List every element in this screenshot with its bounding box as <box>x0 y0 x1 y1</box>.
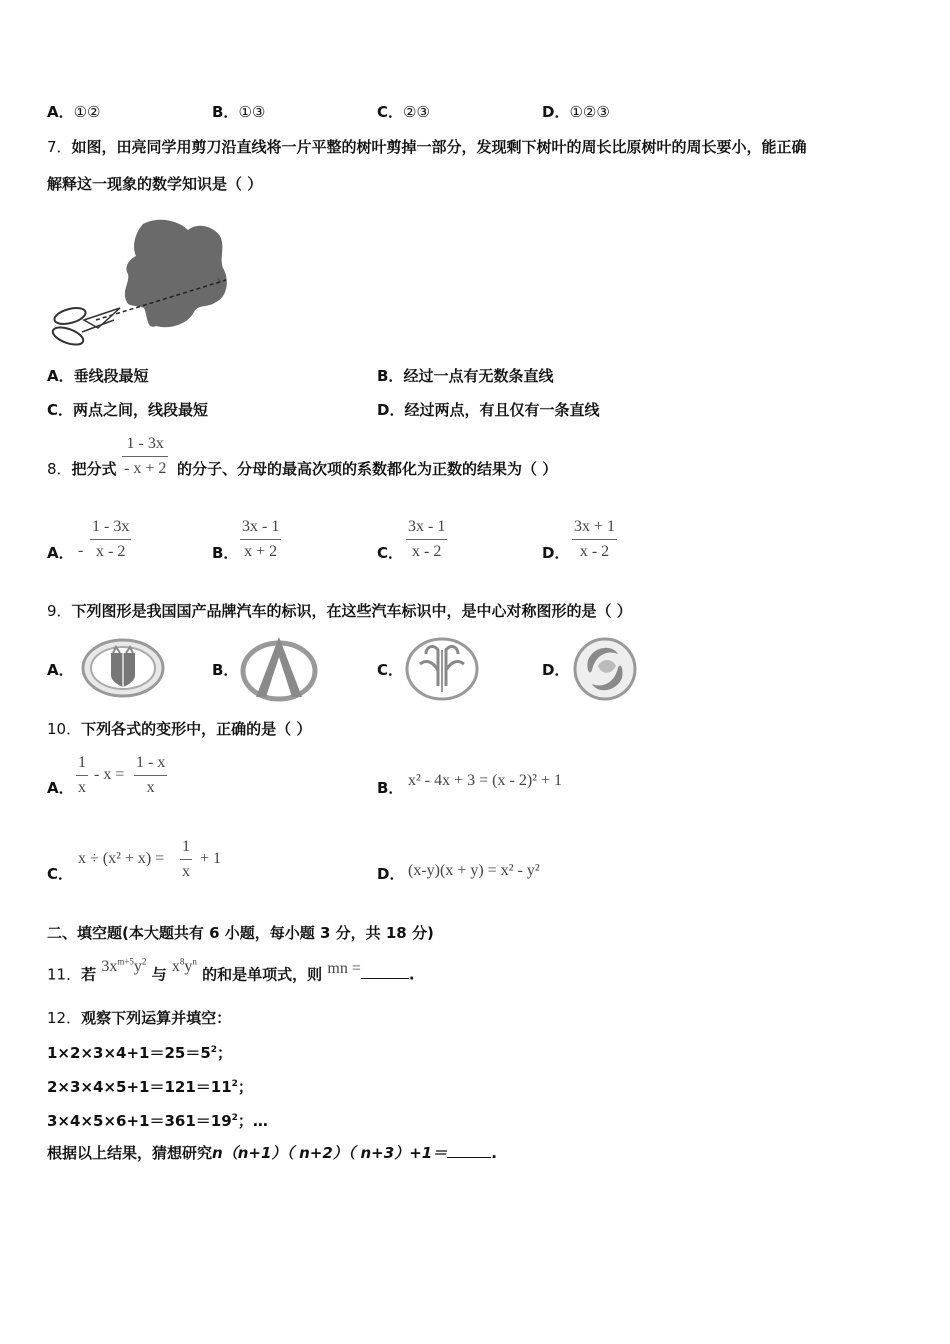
section2-heading: 二、填空题(本大题共有 6 小题，每小题 3 分，共 18 分) <box>47 924 434 942</box>
q8-option-a-fraction: $\frac{1 - 3x}{x - 2}$ <box>92 518 130 560</box>
q8-fraction: $\frac{1 - 3x}{- x + 2}$ <box>124 435 167 477</box>
q11-stem: 11．若 $3x^{m+5}y^2$ 与 $x^8y^n$ 的和是单项式，则 mn = . <box>47 957 415 984</box>
q8-option-d-fraction: $\frac{3x + 1}{x - 2}$ <box>574 518 616 560</box>
q10-option-a-letter: A． <box>47 779 74 797</box>
great-wall-logo-icon <box>80 637 166 699</box>
q6-option-b: B．①③ <box>212 103 266 121</box>
q9-stem: 9．下列图形是我国国产品牌汽车的标识，在这些汽车标识中，是中心对称图形的是（ ） <box>47 602 632 620</box>
q7-stem-line2: 解释这一现象的数学知识是（ ） <box>47 175 263 193</box>
q8-option-d-letter: D． <box>542 544 570 562</box>
q12-line2: $2\times 3\times 4\times 5+1=121=11^2$； <box>47 1078 253 1096</box>
q10-option-a-frac1: $\frac{1}{x}$ <box>78 754 86 796</box>
q8-stem-suffix: 的分子、分母的最高次项的系数都化为正数的结果为（ ） <box>177 460 558 478</box>
q10-option-b-expr: x² - 4x + 3 = (x - 2)² + 1 <box>408 772 562 789</box>
q10-option-c-lhs: x ÷ (x² + x) = <box>78 850 165 867</box>
q9-option-d-letter: D． <box>542 661 570 679</box>
brilliance-logo-icon <box>404 636 480 702</box>
q10-option-d-letter: D． <box>377 865 405 883</box>
q7-stem-line1: 7．如图，田亮同学用剪刀沿直线将一片平整的树叶剪掉一部分，发现剩下树叶的周长比原树叶的周长要小，能正确 <box>47 138 807 156</box>
q8-stem-prefix: 8．把分式 <box>47 460 117 478</box>
q8-option-a-sign: - <box>78 542 84 559</box>
q8-option-c-fraction: $\frac{3x - 1}{x - 2}$ <box>408 518 446 560</box>
q10-option-d-expr: (x-y)(x + y) = x² - y² <box>408 862 540 879</box>
q10-option-a-frac2: $\frac{1 - x}{x}$ <box>136 754 166 796</box>
q6-option-c: C．②③ <box>377 103 430 121</box>
q7-option-a: A．垂线段最短 <box>47 367 149 385</box>
q10-option-a-mid: - x = <box>94 766 125 783</box>
q12-answer-blank[interactable] <box>447 1143 491 1158</box>
q12-title: 12．观察下列运算并填空： <box>47 1009 232 1027</box>
q6-option-d: D．①②③ <box>542 103 610 121</box>
q10-option-c-fraction: $\frac{1}{x}$ <box>182 838 190 880</box>
q10-stem: 10．下列各式的变形中，正确的是（ ） <box>47 720 312 738</box>
q9-option-c-letter: C． <box>377 661 404 679</box>
q12-line1: $1\times 2\times 3\times 4+1=25=5^2$； <box>47 1044 233 1062</box>
leaf-scissors-illustration <box>48 212 238 352</box>
q11-answer-blank[interactable] <box>361 964 409 979</box>
q6-option-a: A．①② <box>47 103 101 121</box>
q12-line3: $3\times 4\times 5\times 6+1=361=19^2$；… <box>47 1112 268 1130</box>
q7-option-c: C．两点之间，线段最短 <box>47 401 209 419</box>
q8-option-c-letter: C． <box>377 544 404 562</box>
q8-option-a-letter: A． <box>47 544 74 562</box>
q10-option-c-letter: C． <box>47 865 74 883</box>
q8-option-b-fraction: $\frac{3x - 1}{x + 2}$ <box>242 518 280 560</box>
q10-option-b-letter: B． <box>377 779 404 797</box>
q12-final: 根据以上结果，猜想研究n（n+1）（ n+2）（ n+3）+1＝ . <box>47 1144 497 1162</box>
q9-option-b-letter: B． <box>212 661 239 679</box>
q7-option-b: B．经过一点有无数条直线 <box>377 367 554 385</box>
q9-option-a-letter: A． <box>47 661 74 679</box>
q7-option-d: D．经过两点，有且仅有一条直线 <box>377 401 600 419</box>
dongfeng-logo-icon <box>572 636 638 702</box>
chery-logo-icon <box>238 633 320 703</box>
q8-option-b-letter: B． <box>212 544 239 562</box>
q10-option-c-rhs: + 1 <box>200 850 222 867</box>
